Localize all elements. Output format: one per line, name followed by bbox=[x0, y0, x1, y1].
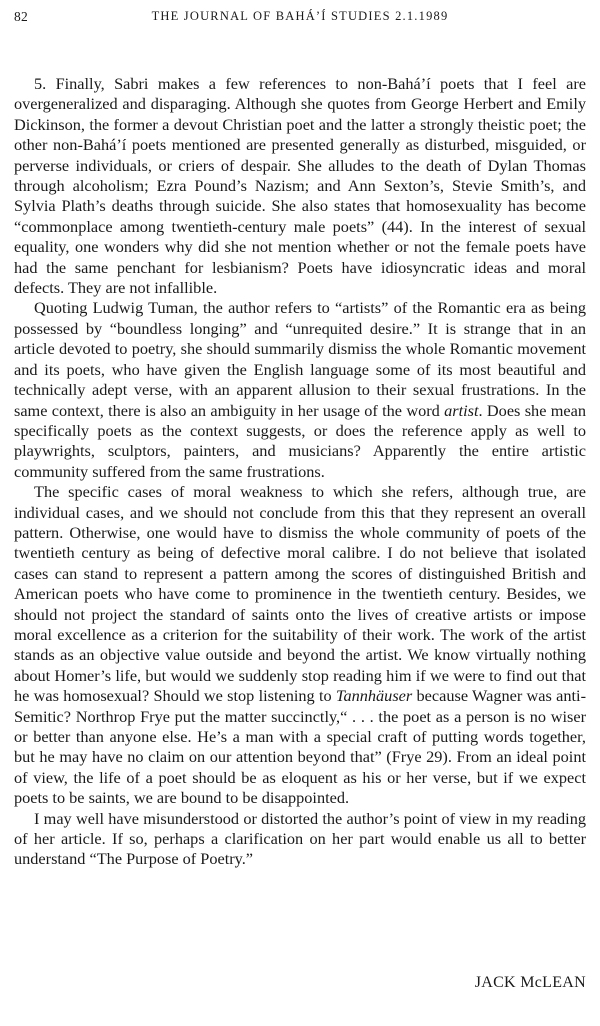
paragraph-2-text-b: . Does she mean specifically poets as the context suggests, or does the reference apply as well to playwrights, sculptors, painters, and musicians? Apparently the entire artistic community suffered from the same frustrations. bbox=[14, 400, 587, 481]
paragraph-3-italic-title: Tannhäuser bbox=[335, 686, 413, 706]
paragraph-3 bbox=[14, 482, 586, 809]
paragraph-2-italic-term: artist bbox=[444, 400, 479, 420]
running-header bbox=[14, 9, 586, 29]
page-number: 82 bbox=[14, 9, 29, 24]
paragraph-3-text-a: The specific cases of moral weakness to which she refers, although true, are individual cases, and we should not conclude from this that they represent an overall pattern. Otherwise, one would have to dismiss the whole community of poets of the twentieth century as being of defective moral calibre. I do not believe that isolated cases can stand to represent a pattern among the scores of distinguished British and American poets who have come to prominence in the twentieth century. Besides, we should not project the standard of saints onto the lives of creative artists or impose moral excellence as a criterion for the suitability of their work. The work of the artist stands as an objective value outside and beyond the artist. We know virtually nothing about Homer’s life, but would we suddenly stop reading him if we were to find out that he was homosexual? Should we stop listening to bbox=[14, 482, 586, 706]
journal-title: THE JOURNAL OF BAHÁ’Í STUDIES 2.1.1989 bbox=[151, 9, 449, 23]
paragraph-4: I may well have misunderstood or distorted the author’s point of view in my reading of her article. If so, perhaps a clarification on her part would enable us all to better understand “The Purpose of Poetry.” bbox=[14, 808, 586, 869]
paragraph-3-text-b: because Wagner was anti-Semitic? Northrop Frye put the matter succinctly,“ . . . the poet as a person is no wiser or better than anyone else. He’s a man with a special craft of putting words together, but he may have no claim on our attention beyond that” (Frye 29). From an ideal point of view, the life of a poet should be as eloquent as his or her verse, but if we expect poets to be saints, we are bound to be disappointed. bbox=[14, 686, 586, 808]
article-body bbox=[14, 74, 586, 870]
author-signature: JACK McLEAN bbox=[474, 974, 586, 991]
paragraph-2 bbox=[14, 298, 586, 482]
paragraph-2-text-a: Quoting Ludwig Tuman, the author refers to “artists” of the Romantic era as being possessed by “boundless longing” and “unrequited desire.” It is strange that in an article devoted to poetry, she should summarily dismiss the whole Romantic movement and its poets, who have given the English language some of its most beautiful and technically adept verse, with an apparent allusion to their sexual frustrations. In the same context, there is also an ambiguity in her usage of the word bbox=[14, 298, 586, 420]
paragraph-1: 5. Finally, Sabri makes a few references to non-Bahá’í poets that I feel are overgeneralized and disparaging. Although she quotes from George Herbert and Emily Dickinson, the former a devout Christian poet and the latter a strongly theistic poet; the other non-Bahá’í poets mentioned are presented generally as disturbed, misguided, or perverse individuals, or criers of despair. She alludes to the death of Dylan Thomas through alcoholism; Ezra Pound’s Nazism; and Ann Sexton’s, Stevie Smith’s, and Sylvia Plath’s deaths through suicide. She also states that homosexuality has become “commonplace among twentieth-century male poets” (44). In the interest of sexual equality, one wonders why did she not mention whether or not the female poets have had the same penchant for lesbianism? Poets have idiosyncratic ideas and moral defects. They are not infallible. bbox=[14, 74, 586, 298]
